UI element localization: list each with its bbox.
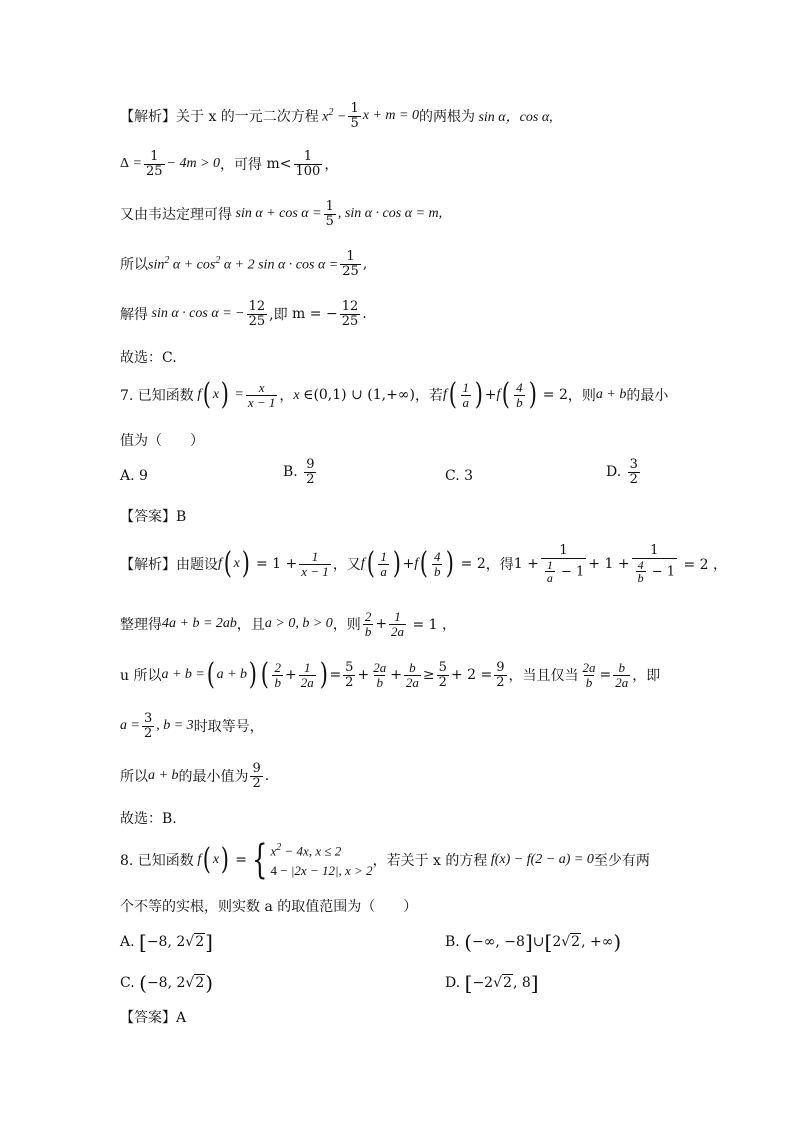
- text: ，即: [632, 668, 661, 684]
- question-7: 7. 已知函数 f ( x ) = $\frac{x}{x - 1}$ ， x ∈ (0,1) ∪ (1,+∞) ，若 f ( $\frac{1}{a}$ ) + f ( $\frac{4}{b}$ ) = 2 ，则 a + b 的最小: [120, 377, 669, 412]
- text: 整理得: [120, 617, 162, 634]
- text: ，且: [236, 617, 265, 634]
- text: ,即: [269, 307, 288, 324]
- text: 的两根为: [418, 109, 475, 126]
- text: u 所以: [120, 668, 162, 684]
- text: 的最小值为: [178, 769, 249, 786]
- text: 又由韦达定理可得: [120, 207, 232, 224]
- text: 【答案】A: [120, 1010, 187, 1026]
- text: 【答案】B: [120, 509, 187, 525]
- answer-7: [120, 506, 186, 526]
- text: ，则: [567, 388, 596, 404]
- text: ，可得: [220, 157, 263, 174]
- text: ，若: [414, 388, 443, 404]
- question-7-cont: [120, 430, 204, 450]
- solution-line-5: 解得 sin α · cos α = − $\frac{12}{25}$ ,即 m = − $\frac{12}{25}$ .: [120, 299, 367, 329]
- text: 8. 已知函数: [120, 853, 194, 870]
- question-8: 8. 已知函数 f ( x ) = { $x^2 - 4x$, x ≤ 2 4 − |2x − 12|, x > 2 ，若关于 x 的方程 f(x) − f(2 − a) = 0 至少有两: [120, 837, 650, 884]
- solution-7-end: [120, 808, 177, 828]
- solution-line-1: 【解析】关于 x 的一元二次方程 $x^2$ − $\frac{1}{5}$ x + m = 0 的两根为 sin α，cos α,: [120, 101, 553, 131]
- text: 7. 已知函数: [120, 388, 194, 404]
- text: 个不等的实根，则实数 a 的取值范围为（ ）: [120, 899, 418, 915]
- option-d[interactable]: D. $\frac{3}{2}$: [606, 457, 638, 487]
- text: 【解析】关于 x 的一元二次方程: [120, 109, 319, 126]
- text: 时取等号，: [193, 719, 264, 736]
- option-d[interactable]: D. [ −2√2, 8 ]: [445, 971, 539, 995]
- text: 【解析】由题设: [120, 557, 218, 574]
- option-a[interactable]: A. [ −8, 2√2 ]: [120, 930, 213, 954]
- solution-7-line-4: a = $\frac{3}{2}$ , b = 3 时取等号，: [120, 711, 264, 741]
- option-a[interactable]: A. 9: [120, 468, 148, 484]
- text: ，得: [485, 557, 514, 574]
- solution-7-line-5: 所以 a + b 的最小值为 $\frac{9}{2}$ .: [120, 761, 270, 791]
- text: 所以: [120, 769, 148, 786]
- solution-7-line-1: 【解析】由题设 f ( x ) = 1 + $\frac{1}{x - 1}$ ，又 f ( $\frac{1}{a}$ ) + f ( $\frac{4}{b}$ ) = 2 ，得 1 + 1 $\frac{1}{a}$ − 1 + 1 + 1 $\frac{4}{b}$ − 1 = 2 ，: [120, 543, 727, 586]
- option-c[interactable]: C. 3: [445, 468, 474, 484]
- text: ，当且仅当: [508, 668, 579, 684]
- option-b[interactable]: B. $\frac{9}{2}$: [283, 457, 315, 487]
- solution-line-3: 又由韦达定理可得 sin α + cos α = $\frac{1}{5}$ , sin α · cos α = m,: [120, 199, 443, 229]
- text: ，则: [332, 617, 361, 634]
- solution-7-line-3: u 所以 a + b = ( a + b ) ( $\frac{2}{b}$ + $\frac{1}{2a}$ ) = $\frac{5}{2}$ + $\frac{2a}{b}$ + $\frac{b}{2a}$ ≥ $\frac{5}{2}$ + 2 = $\frac{9}{2}$ ，当且仅当 $\frac{2a}{b}$ = $\frac{b}{2a}$ ，即: [120, 657, 661, 692]
- answer-8: [120, 1007, 186, 1027]
- text: ，若关于 x 的方程: [372, 853, 488, 870]
- text: 值为（ ）: [120, 433, 204, 449]
- solution-line-4: 所以 $\sin^2 \alpha + \cos^2 \alpha + 2$ sin α · cos α = $\frac{1}{25}$ ,: [120, 249, 368, 279]
- text: 的最小: [626, 388, 669, 404]
- solution-line-2: Δ = $\frac{1}{25}$ − 4m > 0 ，可得 m< $\frac{1}{100}$ ，: [120, 149, 339, 179]
- text: 故选：B.: [120, 811, 177, 827]
- text: 所以: [120, 257, 148, 274]
- solution-7-line-2: 整理得 4a + b = 2ab ，且 a > 0, b > 0 ，则 $\frac{2}{b}$ + $\frac{1}{2a}$ = 1 ，: [120, 609, 457, 639]
- text: 解得: [120, 307, 148, 324]
- text: 至少有两: [593, 853, 650, 870]
- question-8-cont: [120, 896, 417, 916]
- option-c[interactable]: C. ( −8, 2√2 ): [120, 971, 214, 995]
- solution-answer-6: [120, 347, 177, 367]
- text: ，又: [332, 557, 361, 574]
- text: 故选：C.: [120, 350, 177, 366]
- option-b[interactable]: B. ( −∞, −8 ] ∪ [ 2√2, +∞ ): [445, 930, 622, 954]
